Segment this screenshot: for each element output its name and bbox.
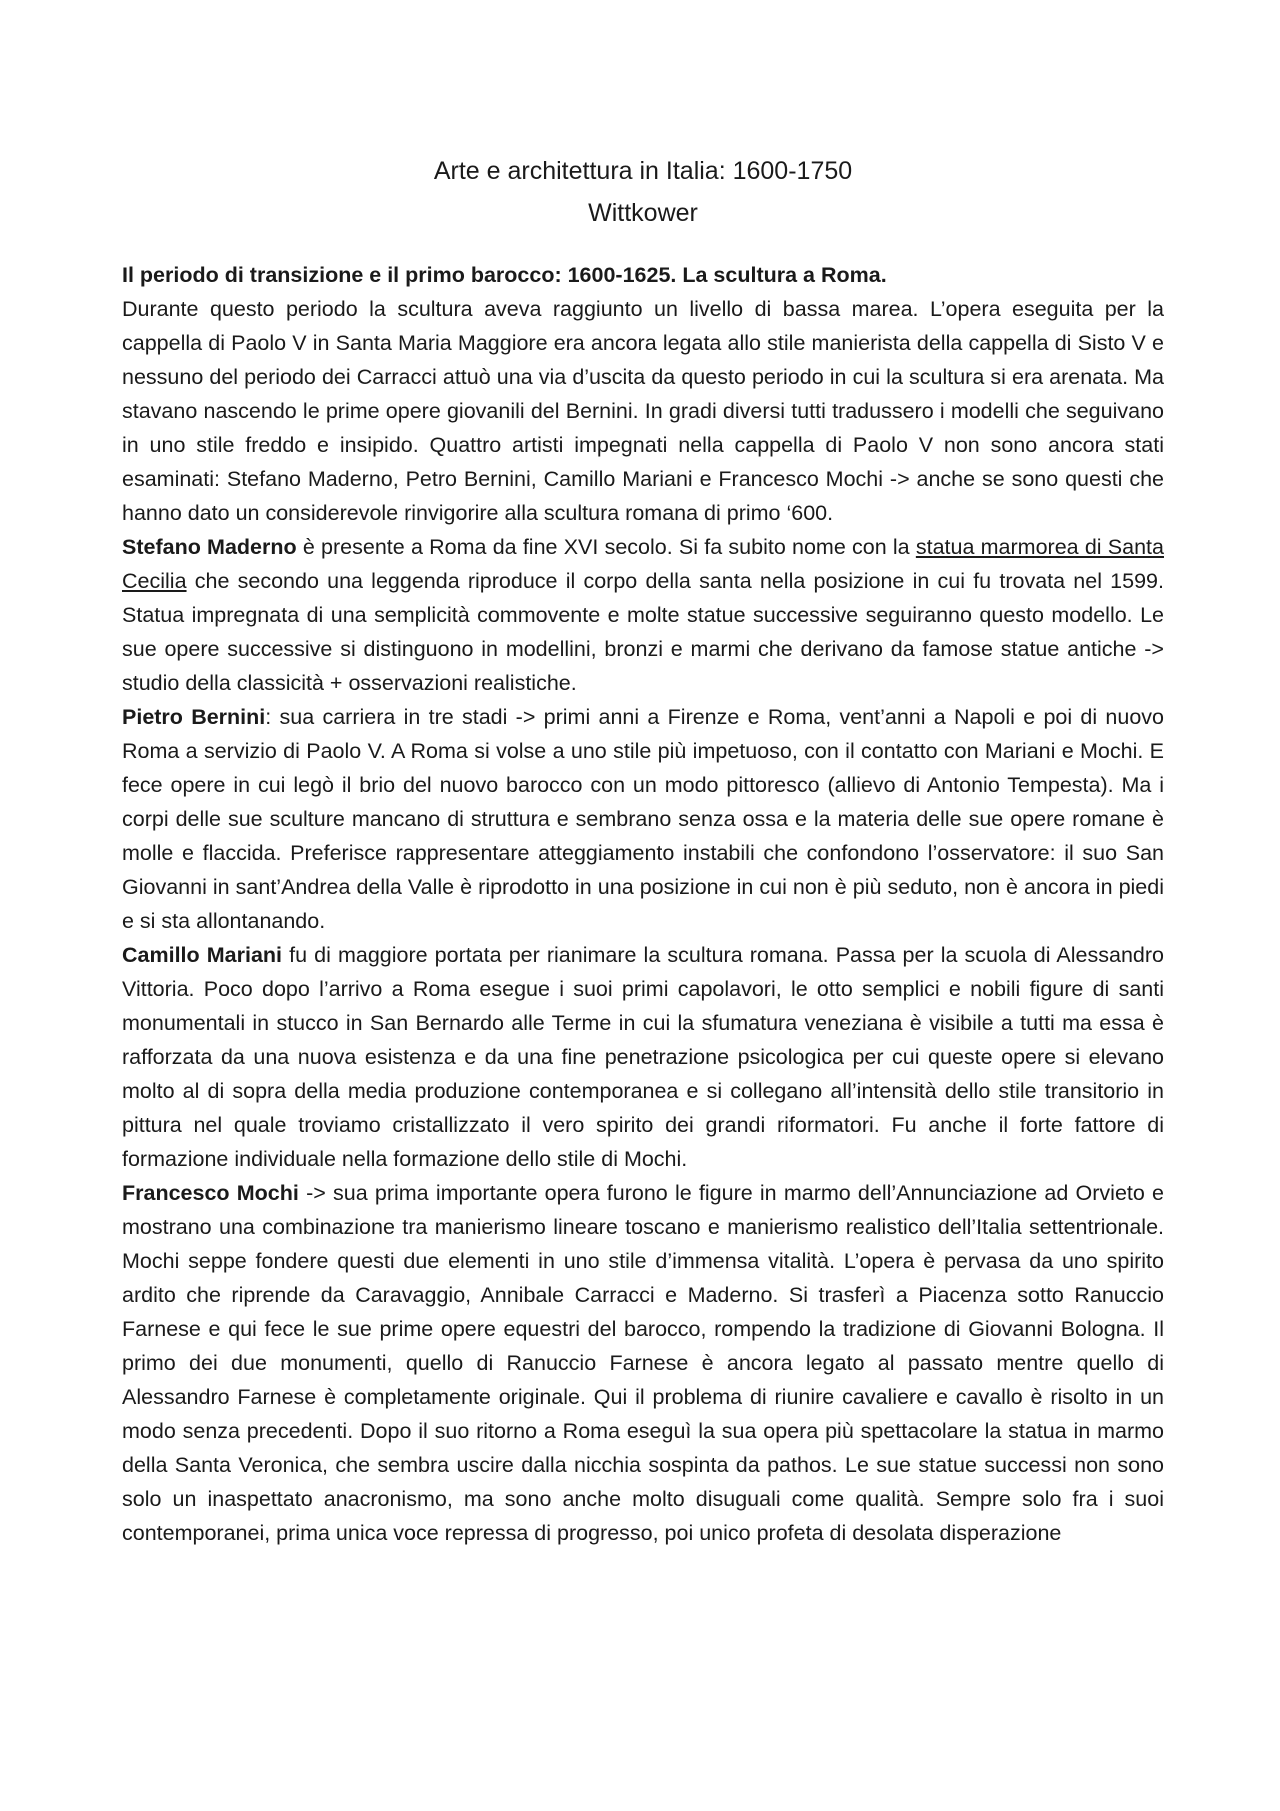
mariani-text: fu di maggiore portata per rianimare la scultura romana. Passa per la scuola di Alessandro Vittoria. Poco dopo l’arrivo a Roma esegue i suoi primi capolavori, le otto semplici e nobili figure di santi monumentali in stucco in San Bernardo alle Terme in cui la sfumatura veneziana è visibile a tutti ma essa è rafforzata da una nuova esistenza e da una fine penetrazione psicologica per cui queste opere si elevano molto al di sopra della media produzione contemporanea e si collegano all’intensità dello stile transitorio in pittura nel quale troviamo cristallizzato il vero spirito dei grandi riformatori. Fu anche il forte fattore di formazione individuale nella formazione dello stile di Mochi. <box>122 943 1164 1171</box>
maderno-name: Stefano Maderno <box>122 535 297 559</box>
pietro-bernini-text: : sua carriera in tre stadi -> primi anni a Firenze e Roma, vent’anni a Napoli e poi di nuovo Roma a servizio di Paolo V. A Roma si volse a uno stile più impetuoso, con il contatto con Mariani e Mochi. E fece opere in cui legò il brio del nuovo barocco con un modo pittoresco (allievo di Antonio Tempesta). Ma i corpi delle sue sculture mancano di struttura e sembrano senza ossa e la materia delle sue opere romane è molle e flaccida. Preferisce rappresentare atteggiamento instabili che confondono l’osservatore: il suo San Giovanni in sant’Andrea della Valle è riprodotto in una posizione in cui non è più seduto, non è ancora in piedi e si sta allontanando. <box>122 705 1165 933</box>
title-block <box>122 150 1164 234</box>
maderno-paragraph <box>122 530 1164 700</box>
maderno-text-a: è presente a Roma da fine XVI secolo. Si fa subito nome con la <box>296 535 916 559</box>
mochi-text: -> sua prima importante opera furono le figure in marmo dell’Annunciazione ad Orvieto e mostrano una combinazione tra manierismo lineare toscano e manierismo realistico dell’Italia settentrionale. Mochi seppe fondere questi due elementi in uno stile d’immensa vitalità. L’opera è pervasa da uno spirito ardito che riprende da Caravaggio, Annibale Carracci e Maderno. Si trasferì a Piacenza sotto Ranuccio Farnese e qui fece le sue prime opere equestri del barocco, rompendo la tradizione di Giovanni Bologna. Il primo dei due monumenti, quello di Ranuccio Farnese è ancora legato al passato mentre quello di Alessandro Farnese è completamente originale. Qui il problema di riunire cavaliere e cavallo è risolto in un modo senza precedenti. Dopo il suo ritorno a Roma eseguì la sua opera più spettacolare la statua in marmo della Santa Veronica, che sembra uscire dalla nicchia sospinta da pathos. Le sue statue successi non sono solo un inaspettato anacronismo, ma sono anche molto disuguali come qualità. Sempre solo fra i suoi contemporanei, prima unica voce repressa di progresso, poi unico profeta di desolata disperazione <box>122 1181 1165 1545</box>
mariani-paragraph <box>122 938 1164 1176</box>
mochi-name: Francesco Mochi <box>122 1181 299 1205</box>
pietro-bernini-paragraph <box>122 700 1164 938</box>
maderno-text-b: che secondo una leggenda riproduce il corpo della santa nella posizione in cui fu trovata nel 1599. Statua impregnata di una semplicità commovente e molte statue successive seguiranno questo modello. Le sue opere successive si distinguono in modellini, bronzi e marmi che derivano da famose statue antiche -> studio della classicità + osservazioni realistiche. <box>122 569 1164 695</box>
intro-paragraph: Durante questo periodo la scultura aveva raggiunto un livello di bassa marea. L’opera eseguita per la cappella di Paolo V in Santa Maria Maggiore era ancora legata allo stile manierista della cappella di Sisto V e nessuno del periodo dei Carracci attuò una via d’uscita da questo periodo in cui la scultura si era arenata. Ma stavano nascendo le prime opere giovanili del Bernini. In gradi diversi tutti tradussero i modelli che seguivano in uno stile freddo e insipido. Quattro artisti impegnati nella cappella di Paolo V non sono ancora stati esaminati: Stefano Maderno, Petro Bernini, Camillo Mariani e Francesco Mochi -> anche se sono questi che hanno dato un considerevole rinvigorire alla scultura romana di primo ‘600. <box>122 297 1164 525</box>
mariani-name: Camillo Mariani <box>122 943 283 967</box>
pietro-bernini-name: Pietro Bernini <box>122 705 266 729</box>
document-author: Wittkower <box>588 199 698 227</box>
document-title: Arte e architettura in Italia: 1600-1750 <box>433 157 853 185</box>
document-page <box>122 150 1164 1550</box>
section-heading: Il periodo di transizione e il primo barocco: 1600-1625. La scultura a Roma. <box>122 263 887 287</box>
mochi-paragraph <box>122 1176 1164 1550</box>
santa-cecilia-work: statua marmorea di Santa Cecilia <box>122 535 1164 593</box>
